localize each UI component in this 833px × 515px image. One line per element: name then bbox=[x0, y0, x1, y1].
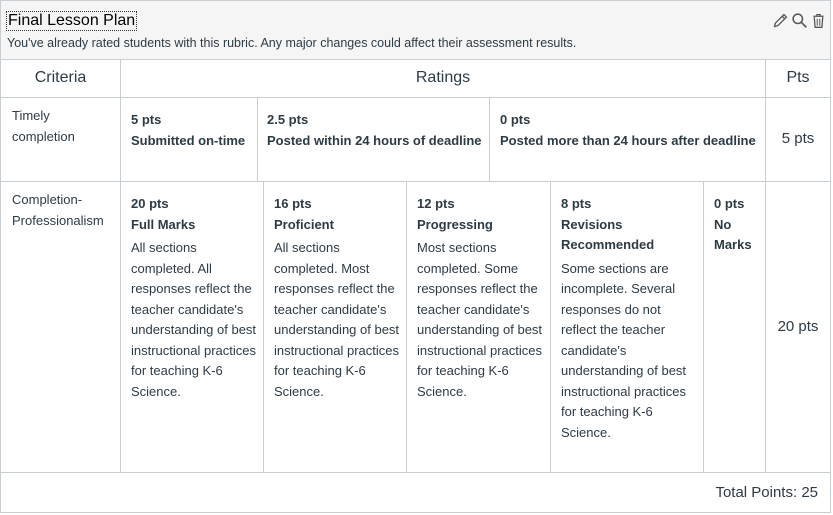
rating-points: 5 pts bbox=[131, 112, 162, 127]
rating-points: 2.5 pts bbox=[267, 112, 309, 127]
rating-long-description: All sections completed. All responses reflect the teacher candidate's understanding of best instructional practices for teaching K-6 Science. bbox=[131, 240, 257, 399]
rating-points: 0 pts bbox=[714, 196, 745, 211]
rating-cell[interactable] bbox=[417, 194, 545, 402]
rating-cell[interactable] bbox=[267, 110, 487, 151]
rating-description: Posted within 24 hours of deadline bbox=[267, 132, 482, 148]
divider bbox=[257, 98, 258, 181]
rating-long-description: All sections completed. Most responses reflect the teacher candidate's understanding of best instructional practices for teaching K-6 Science. bbox=[274, 240, 400, 399]
rating-description: No Marks bbox=[714, 216, 752, 252]
rating-description: Submitted on-time bbox=[131, 132, 246, 148]
search-icon[interactable] bbox=[791, 11, 808, 29]
divider bbox=[765, 59, 766, 472]
divider bbox=[406, 182, 407, 472]
rubric-tools bbox=[772, 11, 827, 29]
rating-cell[interactable] bbox=[714, 194, 762, 256]
rating-cell[interactable] bbox=[274, 194, 400, 402]
rating-description: Posted more than 24 hours after deadline bbox=[500, 132, 756, 148]
rating-cell[interactable] bbox=[131, 194, 259, 402]
divider bbox=[120, 59, 121, 472]
rating-cell[interactable] bbox=[131, 110, 255, 151]
pencil-icon[interactable] bbox=[772, 11, 789, 29]
trash-icon[interactable] bbox=[810, 11, 827, 29]
rating-description: Progressing bbox=[417, 216, 493, 232]
rubric-header bbox=[1, 1, 830, 60]
divider bbox=[489, 98, 490, 181]
criterion-points: 5 pts bbox=[781, 130, 815, 147]
rating-points: 0 pts bbox=[500, 112, 531, 127]
rating-points: 8 pts bbox=[561, 196, 592, 211]
criteria-header: Criteria bbox=[34, 69, 87, 86]
rating-cell[interactable] bbox=[561, 194, 699, 443]
rating-description: Full Marks bbox=[131, 216, 196, 232]
rating-long-description: Most sections completed. Some responses reflect the teacher candidate's understanding of best instructional practices for teaching K-6 Science. bbox=[417, 240, 543, 399]
criterion-timely-completion: Timely completion bbox=[12, 108, 75, 144]
rating-description: Proficient bbox=[274, 216, 334, 232]
divider bbox=[1, 181, 830, 182]
divider bbox=[550, 182, 551, 472]
rating-cell[interactable] bbox=[500, 110, 762, 151]
total-points: Total Points: 25 bbox=[715, 484, 818, 501]
criterion-points: 20 pts bbox=[777, 318, 819, 335]
ratings-header: Ratings bbox=[415, 69, 471, 86]
rating-points: 16 pts bbox=[274, 196, 312, 211]
rating-long-description: Some sections are incomplete. Several responses do not reflect the teacher candidate's understanding of best instructional practices for teaching K-6 Science. bbox=[561, 260, 687, 440]
criterion-completion-professionalism: Completion- Professionalism bbox=[12, 192, 104, 228]
rubric-warning: You've already rated students with this rubric. Any major changes could affect their assessment results. bbox=[7, 36, 577, 50]
divider bbox=[1, 472, 830, 473]
pts-header: Pts bbox=[786, 69, 810, 86]
rubric-title[interactable]: Final Lesson Plan bbox=[8, 12, 136, 29]
divider bbox=[703, 182, 704, 472]
divider bbox=[263, 182, 264, 472]
rating-description: Revisions Recommended bbox=[561, 216, 655, 252]
rating-points: 20 pts bbox=[131, 196, 169, 211]
rating-points: 12 pts bbox=[417, 196, 455, 211]
divider bbox=[1, 97, 830, 98]
